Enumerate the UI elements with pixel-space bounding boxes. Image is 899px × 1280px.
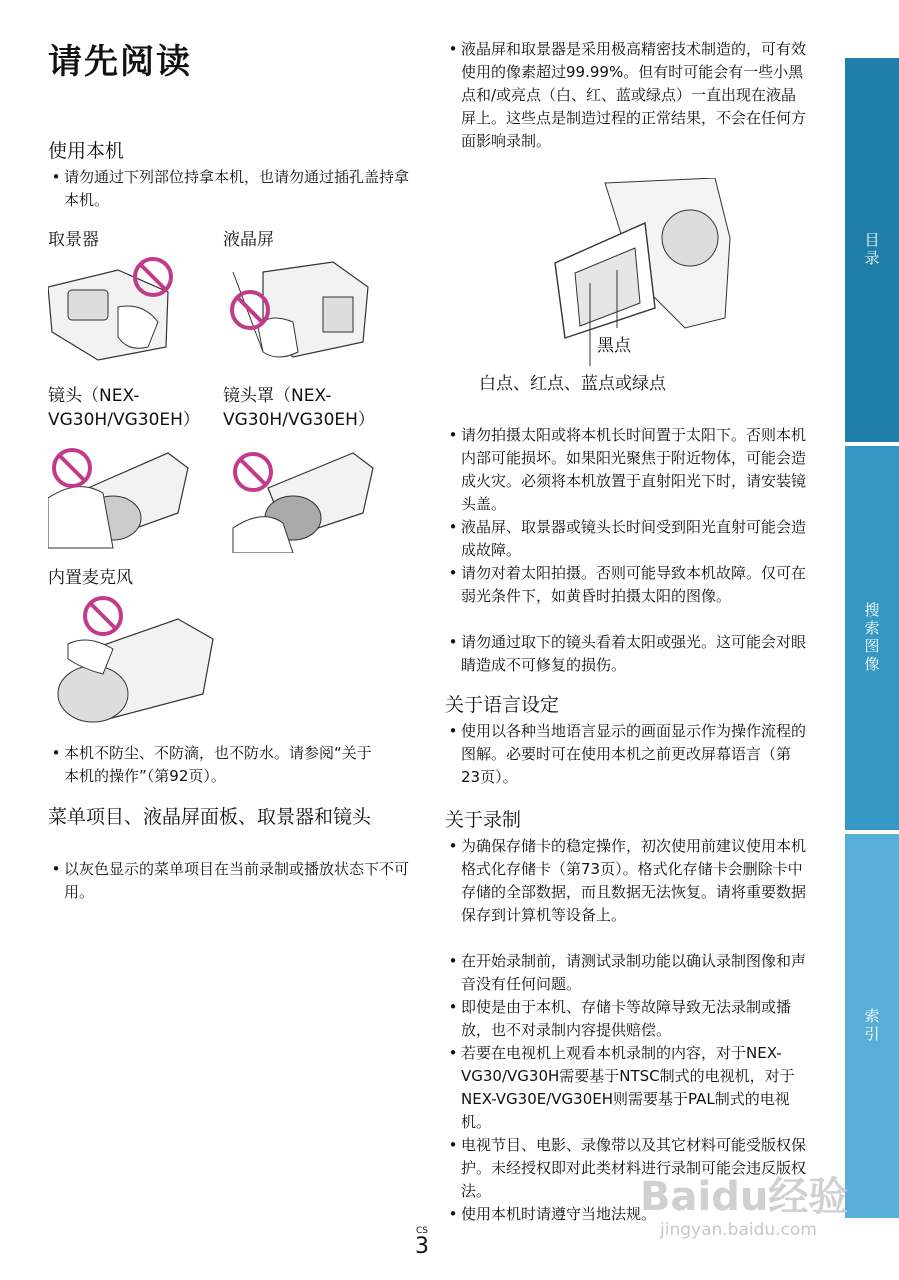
watermark-brand: Baidu经验 — [640, 1174, 849, 1220]
tab-index[interactable] — [845, 834, 899, 1218]
page-lang-code: CS — [416, 1226, 428, 1236]
section-heading-menu: 菜单项目、液晶屏面板、取景器和镜头 — [48, 806, 372, 828]
watermark-url: jingyan.baidu.com — [660, 1220, 817, 1240]
label-mic: 内置麦克风 — [48, 568, 133, 588]
lenscap-illustration — [223, 438, 383, 553]
lcd-illustration — [223, 252, 373, 367]
label-lens: 镜头（NEX-VG30H/VG30EH） — [48, 386, 200, 430]
bullet-rec-3: • 即使是由于本机、存储卡等故障导致无法录制或播放，也不对录制内容提供赔偿。 — [445, 996, 806, 1042]
bullet-pixels: • 液晶屏和取景器是采用极高精密技术制造的，可有效使用的像素超过99.99%。但有时可能会有一些小黑点和/或亮点（白、红、蓝或绿点）一直出现在液晶屏上。这些点是制造过程的正常结果，不会在任何方面影响录制。 — [445, 38, 806, 153]
bullet-rec-2: • 在开始录制前，请测试录制功能以确认录制图像和声音没有任何问题。 — [445, 950, 806, 996]
bullet-hold: • 请勿通过下列部位持拿本机，也请勿通过插孔盖持拿本机。 — [48, 166, 414, 212]
label-lenscap: 镜头罩（NEX-VG30H/VG30EH） — [223, 386, 375, 430]
tab-toc[interactable] — [845, 58, 899, 442]
tab-toc-label: 目录 — [862, 232, 881, 268]
section-heading-language: 关于语言设定 — [445, 694, 560, 716]
page-title: 请先阅读 — [48, 42, 192, 82]
label-lcd: 液晶屏 — [223, 230, 274, 250]
bullet-sun-2: • 液晶屏、取景器或镜头长时间受到阳光直射可能会造成故障。 — [445, 516, 806, 562]
label-black-dots: 黑点 — [597, 336, 631, 356]
page-number — [412, 1226, 432, 1258]
bullet-rec-6: • 使用本机时请遵守当地法规。 — [445, 1203, 806, 1226]
lens-illustration — [48, 438, 198, 553]
viewfinder-illustration — [48, 252, 178, 362]
bullet-sun-4: • 请勿通过取下的镜头看着太阳或强光。这可能会对眼睛造成不可修复的损伤。 — [445, 631, 806, 677]
tab-search-label: 搜索图像 — [862, 602, 881, 674]
bullet-rec-4: • 若要在电视机上观看本机录制的内容，对于NEX-VG30/VG30H需要基于NTSC制式的电视机，对于NEX-VG30E/VG30EH则需要基于PAL制式的电视机。 — [445, 1042, 806, 1134]
bullet-sun-3: • 请勿对着太阳拍摄。否则可能导致本机故障。仅可在弱光条件下，如黄昏时拍摄太阳的图像。 — [445, 562, 806, 608]
bullet-dustproof: • 本机不防尘、不防滴，也不防水。请参阅“关于本机的操作”（第92页）。 — [48, 742, 384, 788]
section-heading-use: 使用本机 — [48, 140, 125, 162]
mic-illustration — [48, 594, 218, 729]
bullet-sun-1: • 请勿拍摄太阳或将本机长时间置于太阳下。否则本机内部可能损坏。如果阳光聚焦于附近物体，可能会造成火灾。必须将本机放置于直射阳光下时，请安装镜头盖。 — [445, 424, 806, 516]
tab-index-label: 索引 — [862, 1008, 881, 1044]
bullet-grey-menu: • 以灰色显示的菜单项目在当前录制或播放状态下不可用。 — [48, 858, 414, 904]
label-viewfinder: 取景器 — [48, 230, 99, 250]
tab-search-images[interactable] — [845, 446, 899, 830]
label-colored-dots: 白点、红点、蓝点或绿点 — [479, 374, 666, 394]
bullet-rec-5: • 电视节目、电影、录像带以及其它材料可能受版权保护。未经授权即对此类材料进行录制可能会违反版权法。 — [445, 1134, 806, 1203]
section-heading-recording: 关于录制 — [445, 809, 522, 831]
page-number-value: 3 — [415, 1234, 429, 1259]
bullet-language: • 使用以各种当地语言显示的画面显示作为操作流程的图解。必要时可在使用本机之前更改屏幕语言（第23页）。 — [445, 720, 806, 789]
bullet-rec-1: • 为确保存储卡的稳定操作，初次使用前建议使用本机格式化存储卡（第73页）。格式化存储卡会删除卡中存储的全部数据，而且数据无法恢复。请将重要数据保存到计算机等设备上。 — [445, 835, 806, 927]
